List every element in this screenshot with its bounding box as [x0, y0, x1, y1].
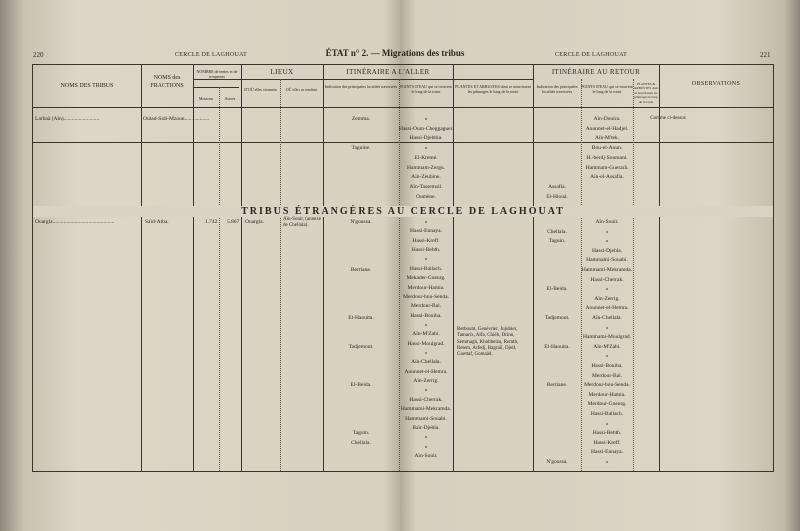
col-header-nombre: NOMBRE de tentes et de troupeaux: [196, 69, 238, 80]
col-line: [633, 79, 634, 471]
water-point: Hassi-Kreff.: [412, 237, 440, 244]
col-header-plantes-retour: PLANTES & ARBUSTES dont se nourrissent les pâturages le long de la route: [633, 82, 659, 104]
page-title: ÉTAT n° 2. — Migrations des tribus: [325, 48, 465, 58]
water-point: Hassi-Cherrak.: [409, 396, 443, 403]
water-point: Hassi-Bebth.: [592, 430, 622, 437]
col-header-fractions: NOMS des FRACTIONS: [150, 75, 184, 89]
col-header-itin-aller: ITINÉRAIRE A L'ALLER: [346, 68, 430, 76]
col-line: [323, 65, 324, 471]
water-point: Aïn-el-Assafia.: [590, 174, 624, 181]
water-point: Baïr-Djebla.: [412, 424, 440, 431]
locality: N'goussa.: [546, 459, 568, 465]
tribe-name: Ouargla.............................................: [35, 219, 115, 225]
locality: Taguin.: [548, 238, 566, 245]
origin-place: Ouargla.: [245, 219, 264, 225]
locality: Chellala.: [351, 439, 371, 446]
water-point: Merdour-Bal.: [411, 303, 441, 310]
col-header-points-eau-aller: POINTS D'EAU qui se trouvent le long de la route: [400, 84, 452, 95]
locality: Berriane.: [546, 382, 568, 389]
water-point: »: [424, 256, 428, 263]
water-point: Hassi-Bebth.: [411, 247, 441, 254]
locality: N'goussa.: [350, 219, 372, 225]
water-point: Aïn-M'tek.: [594, 135, 620, 142]
water-point: Hassi-Oum-Cheggaguer.: [399, 125, 454, 132]
water-point: »: [424, 443, 428, 450]
water-point: Hammami-Moulgrad.: [582, 334, 632, 341]
locality: Assafia.: [548, 183, 566, 190]
water-point: Aïn-Souir.: [414, 453, 438, 459]
migration-table: [32, 64, 774, 472]
locality: El-Haouita.: [348, 315, 374, 321]
section-banner: TRIBUS ÉTRANGÈRES AU CERCLE DE LAGHOUAT: [33, 206, 773, 217]
fraction-name: Saïd-Atba.: [145, 219, 169, 225]
water-point: Hammami-Souabi.: [405, 415, 447, 422]
col-header-lieu-arrivee: OÙ elles se rendent: [285, 87, 318, 92]
locality: Tadjemout.: [544, 315, 570, 321]
right-running-head: CERCLE DE LAGHOUAT: [555, 52, 628, 58]
water-point: Aounnet-el-Hadjel.: [585, 125, 629, 132]
water-point: »: [605, 324, 609, 331]
water-point: Aïn-Zeubine.: [411, 174, 441, 181]
col-header-indication-aller: Indication des principales localités traversées: [324, 84, 398, 89]
col-line: [533, 65, 534, 471]
col-line: [280, 79, 281, 471]
observation: Comme ci-dessus: [650, 116, 686, 121]
water-point: Hammami-Mekramda.: [581, 267, 633, 273]
locality: Berriane.: [350, 267, 372, 273]
water-point: Merdour-bou-Senda.: [584, 382, 630, 389]
water-point: »: [424, 434, 428, 441]
water-point: Merdour-Hamia.: [407, 284, 445, 291]
water-point: Aïn-M'Zabi.: [412, 331, 440, 338]
locality: Taguine.: [351, 145, 371, 152]
herd-count: 5.867: [227, 219, 240, 225]
water-point: »: [424, 387, 428, 394]
header-divider: [33, 107, 773, 108]
water-point: Hassi-Ballach.: [409, 265, 443, 272]
col-header-points-eau-retour: POINTS D'EAU qui se trouvent le long de la route: [581, 84, 633, 95]
col-line: [141, 65, 142, 471]
water-point: »: [605, 238, 609, 245]
water-point: Bou-el-Aoun.: [591, 145, 623, 152]
locality: Chellala.: [547, 228, 567, 235]
locality: Taguin.: [352, 430, 370, 437]
water-point: »: [424, 321, 428, 328]
water-point: »: [424, 116, 428, 122]
fraction-name: Oulad-Sidi-Mzoun..................: [143, 116, 210, 122]
water-point: Aïn-Zerrig.: [594, 295, 620, 302]
col-header-plantes-aller: PLANTES ET ARBUSTES dont se nourrissent les pâturages le long de la route: [455, 84, 531, 95]
water-point: Aïn-M'Zabi.: [593, 343, 621, 350]
banner-top-rule: [33, 142, 773, 143]
water-point: Aounnet-el-Hemra.: [404, 368, 448, 375]
tent-count: 1.742: [205, 219, 218, 225]
left-running-head: CERCLE DE LAGHOUAT: [175, 52, 248, 58]
subheader-rule: [193, 79, 533, 80]
locality: El-Hiouâ.: [546, 193, 568, 200]
water-point: Hammam-Zergu.: [407, 164, 445, 171]
water-point: H.-berdj-Soumani.: [586, 154, 628, 161]
water-point: Hassi-Ennaya.: [591, 449, 623, 456]
col-line: [193, 65, 194, 471]
water-point: Oumène.: [415, 193, 436, 200]
tribe-name: Larbaâ (Aïn)..........................: [35, 116, 100, 122]
water-point: Hammami-Mekramda.: [400, 406, 452, 413]
water-point: »: [605, 286, 609, 293]
col-header-moutons: Moutons: [198, 96, 214, 101]
water-point: Aïn-Chellala.: [592, 315, 622, 321]
col-header-indication-retour: Indication des principales localités traversées: [536, 84, 578, 95]
water-point: Aounnet-el-Hemra.: [585, 305, 629, 312]
water-point: Mekader-Gueurg.: [406, 275, 446, 282]
right-page-number: 221: [760, 51, 771, 59]
water-point: »: [605, 353, 609, 360]
water-point: »: [424, 350, 428, 357]
col-header-observations: OBSERVATIONS: [691, 81, 741, 87]
locality: El-Haouita.: [544, 343, 570, 350]
water-point: »: [605, 420, 609, 427]
locality: Tadjemout.: [348, 343, 374, 350]
water-point: Hammami-Souabi.: [586, 257, 628, 264]
water-point: Hassi-Bouiba.: [410, 312, 442, 319]
water-point: Aïn-Souir.: [595, 219, 619, 225]
water-point: »: [605, 459, 609, 465]
col-header-tribus: NOMS DES TRIBUS: [60, 83, 114, 89]
water-point: Hassi-Djebla.: [591, 247, 623, 254]
col-line: [241, 65, 242, 471]
water-point: Aïn-Zerrig.: [413, 378, 439, 385]
water-point: Merdour-Gueurg.: [587, 401, 627, 408]
col-header-lieux: LIEUX: [270, 68, 294, 76]
water-point: Hammam-Guerarâ.: [585, 164, 629, 171]
water-point: Hassi-Ennaya.: [410, 228, 442, 235]
col-header-autres: Autres: [224, 96, 236, 101]
water-point: Hassi-Djebbia.: [409, 135, 443, 142]
locality: El-Beida.: [350, 382, 372, 389]
water-point: El-Kremé.: [414, 154, 438, 161]
water-point: »: [424, 145, 428, 152]
water-point: Merdour-Bal.: [592, 372, 622, 379]
water-point: Merdour-bou-Senda.: [403, 293, 449, 300]
destination-place: Aïn-Souir, (annexe de Chellala).: [283, 217, 322, 228]
water-point: »: [605, 228, 609, 235]
plants-list: Betboum, Genévrier, Jujubier, Tamarix, Alfa, Chiéh, Drinn, Semmagh, Khobbeiza, Remth, Retem, Arfedj, Bagraïl, Djell, Guettaf, Gomaâd.: [457, 327, 519, 357]
water-point: Merdour-Hamia.: [588, 391, 626, 398]
water-point: Aïn-Chellala.: [411, 359, 441, 366]
water-point: Hassi-Moulgrad.: [407, 340, 445, 347]
water-point: »: [424, 219, 428, 225]
col-line: [219, 87, 220, 471]
water-point: Aïn-Douira.: [593, 116, 621, 122]
water-point: Hassi-Cherrak.: [590, 276, 624, 283]
col-line: [659, 65, 660, 471]
water-point: Hassi-Ballach.: [590, 411, 624, 417]
left-page-number: 220: [33, 51, 44, 59]
locality: Zemma.: [351, 116, 371, 122]
water-point: Hassi-Kreff.: [593, 439, 621, 446]
locality: El-Beida.: [546, 286, 568, 293]
water-point: Hassi-Bouiba.: [591, 363, 623, 369]
nombre-rule: [193, 87, 239, 88]
col-header-itin-retour: ITINÉRAIRE AU RETOUR: [551, 68, 641, 76]
col-header-lieu-sejour: D'OÙ elles viennent: [244, 87, 277, 92]
water-point: Aïn-Tassemsil.: [409, 183, 443, 190]
